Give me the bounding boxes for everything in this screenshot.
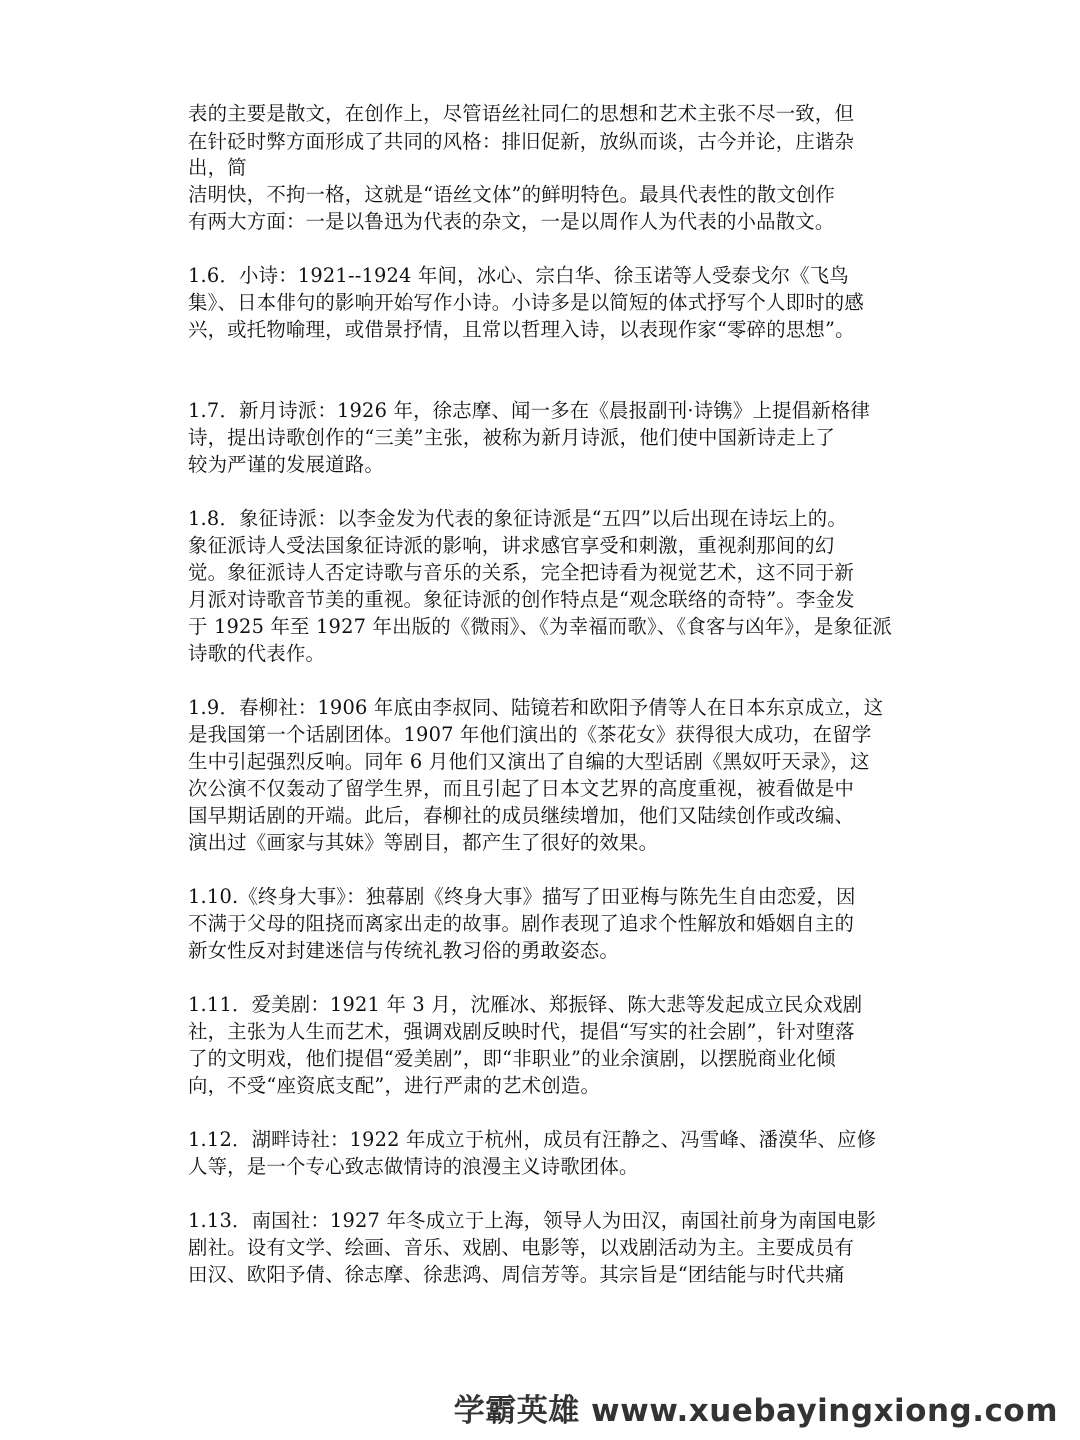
p3-line-2: 诗，提出诗歌创作的“三美”主张，被称为新月诗派，他们使中国新诗走上了 (188, 426, 836, 449)
p5-line-2: 是我国第一个话剧团体。1907 年他们演出的《茶花女》获得很大成功，在留学 (188, 723, 872, 746)
p3-line-1: 1.7．新月诗派：1926 年，徐志摩、闻一多在《晨报副刊·诗镌》上提倡新格律 (188, 399, 871, 422)
p7-line-4: 向，不受“座资底支配”，进行严肃的艺术创造。 (188, 1074, 601, 1097)
p2-line-2: 集》、日本俳句的影响开始写作小诗。小诗多是以简短的体式抒写个人即时的感 (188, 291, 864, 314)
p5-line-4: 次公演不仅轰动了留学生界，而且引起了日本文艺界的高度重视，被看做是中 (188, 777, 855, 800)
p6-line-3: 新女性反对封建迷信与传统礼教习俗的勇敢姿态。 (188, 939, 619, 962)
watermark (454, 1385, 1058, 1430)
p8-line-2: 人等，是一个专心致志做情诗的浪漫主义诗歌团体。 (188, 1155, 639, 1178)
p1-line-5: 有两大方面：一是以鲁迅为代表的杂文，一是以周作人为代表的小品散文。 (188, 210, 835, 233)
p2-line-3: 兴，或托物喻理，或借景抒情，且常以哲理入诗，以表现作家“零碎的思想”。 (188, 318, 855, 341)
watermark-url: www.xuebayingxiong.com (591, 1393, 1058, 1429)
p1-line-4: 洁明快，不拘一格，这就是“语丝文体”的鲜明特色。最具代表性的散文创作 (188, 183, 836, 206)
p9-line-3: 田汉、欧阳予倩、徐志摩、徐悲鸿、周信芳等。其宗旨是“团结能与时代共痛 (188, 1263, 845, 1286)
p6-line-2: 不满于父母的阻挠而离家出走的故事。剧作表现了追求个性解放和婚姻自主的 (188, 912, 855, 935)
p7-line-3: 了的文明戏，他们提倡“爱美剧”，即“非职业”的业余演剧，以摆脱商业化倾 (188, 1047, 836, 1070)
p9-line-2: 剧社。设有文学、绘画、音乐、戏剧、电影等，以戏剧活动为主。主要成员有 (188, 1236, 855, 1259)
p4-line-6: 诗歌的代表作。 (188, 642, 326, 665)
p1-line-3: 出，简 (188, 156, 247, 179)
p8-line-1: 1.12．湖畔诗社：1922 年成立于杭州，成员有汪静之、冯雪峰、潘漠华、应修 (188, 1128, 877, 1151)
p6-line-1: 1.10.《终身大事》：独幕剧《终身大事》描写了田亚梅与陈先生自由恋爱，因 (188, 885, 856, 908)
p4-line-5: 于 1925 年至 1927 年出版的《微雨》、《为幸福而歌》、《食客与凶年》，是象征派 (188, 615, 893, 638)
p5-line-3: 生中引起强烈反响。同年 6 月他们又演出了自编的大型话剧《黑奴吁天录》，这 (188, 750, 870, 773)
p7-line-2: 社，主张为人生而艺术，强调戏剧反映时代，提倡“写实的社会剧”，针对堕落 (188, 1020, 855, 1043)
p4-line-4: 月派对诗歌音节美的重视。象征诗派的创作特点是“观念联络的奇特”。李金发 (188, 588, 855, 611)
p3-line-3: 较为严谨的发展道路。 (188, 453, 384, 476)
p4-line-3: 觉。象征派诗人否定诗歌与音乐的关系，完全把诗看为视觉艺术，这不同于新 (188, 561, 855, 584)
p5-line-5: 国早期话剧的开端。此后，春柳社的成员继续增加，他们又陆续创作或改编、 (188, 804, 855, 827)
p7-line-1: 1.11．爱美剧：1921 年 3 月，沈雁冰、郑振铎、陈大悲等发起成立民众戏剧 (188, 993, 863, 1016)
p9-line-1: 1.13．南国社：1927 年冬成立于上海，领导人为田汉，南国社前身为南国电影 (188, 1209, 877, 1232)
p1-line-2: 在针砭时弊方面形成了共同的风格：排旧促新，放纵而谈，古今并论，庄谐杂 (188, 130, 855, 153)
p1-line-1: 表的主要是散文，在创作上，尽管语丝社同仁的思想和艺术主张不尽一致，但 (188, 102, 855, 125)
p4-line-1: 1.8．象征诗派：以李金发为代表的象征诗派是“五四”以后出现在诗坛上的。 (188, 507, 847, 530)
watermark-brand: 学霸英雄 (453, 1393, 580, 1429)
p5-line-1: 1.9．春柳社：1906 年底由李叔同、陆镜若和欧阳予倩等人在日本东京成立，这 (188, 696, 884, 719)
p2-line-1: 1.6．小诗：1921--1924 年间，冰心、宗白华、徐玉诺等人受泰戈尔《飞鸟 (188, 264, 849, 287)
p4-line-2: 象征派诗人受法国象征诗派的影响，讲求感官享受和刺激，重视刹那间的幻 (188, 534, 835, 557)
p5-line-6: 演出过《画家与其妹》等剧目，都产生了很好的效果。 (188, 831, 659, 854)
